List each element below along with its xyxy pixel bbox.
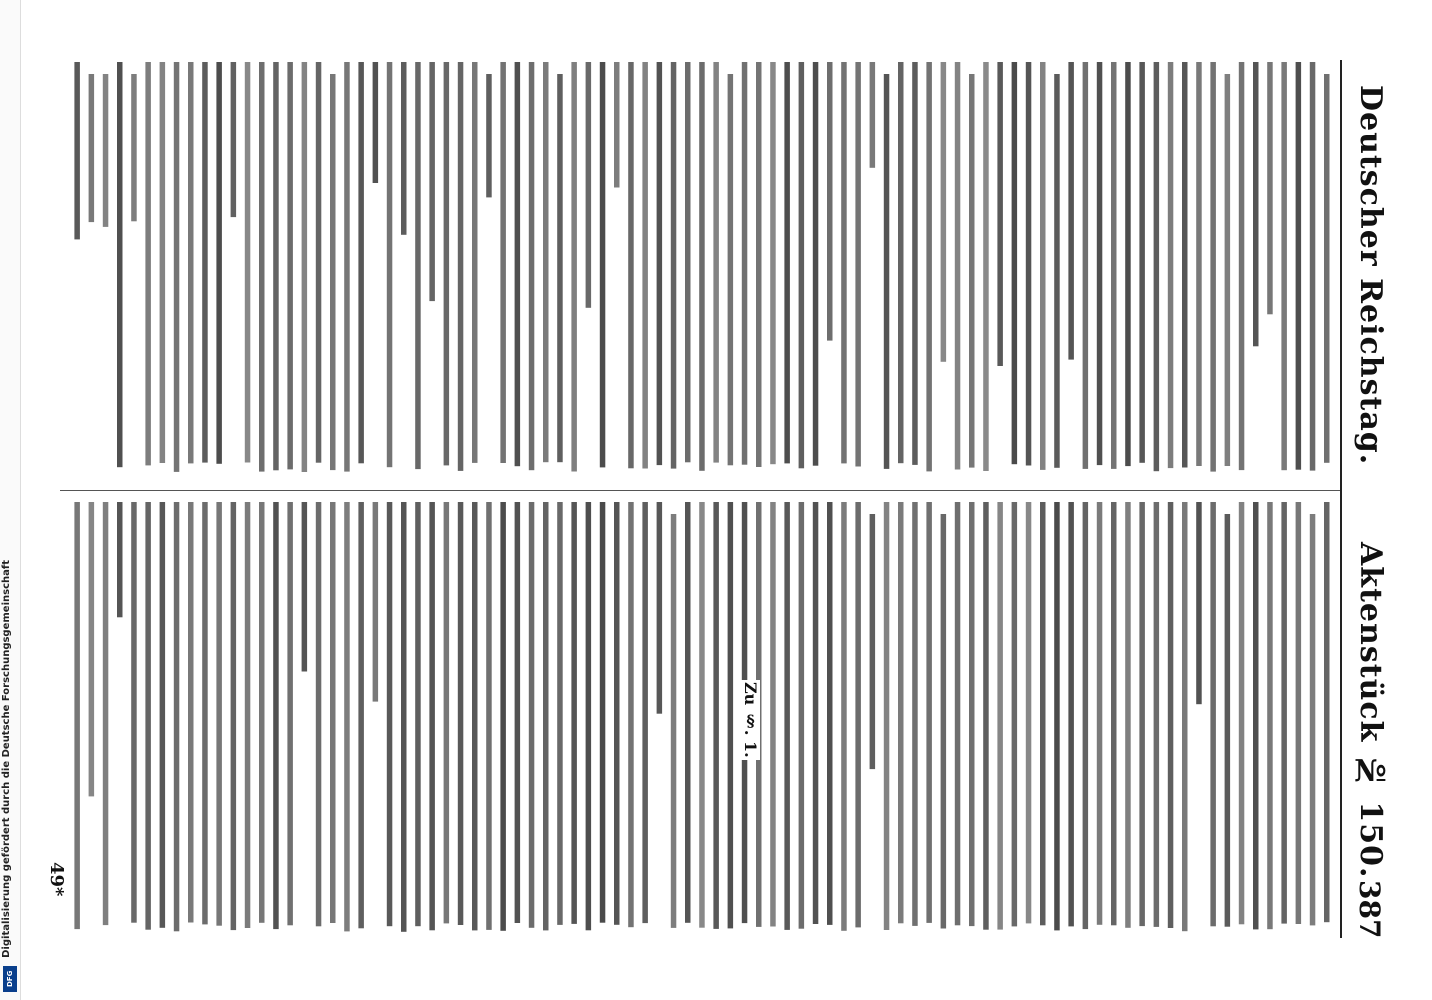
text-line: [614, 62, 620, 188]
text-line: [358, 62, 364, 463]
text-line: [969, 74, 975, 468]
text-line: [1040, 502, 1046, 925]
text-line: [486, 502, 492, 930]
text-line: [302, 502, 308, 672]
text-line: [983, 62, 989, 471]
text-line: [231, 502, 237, 930]
text-line: [571, 62, 577, 472]
text-line: [1253, 62, 1259, 346]
text-line: [685, 502, 691, 923]
digitization-note: Digitalisierung gefördert durch die Deutsche Forschungsgemeinschaft: [1, 560, 12, 958]
text-line: [1097, 62, 1103, 465]
text-line: [330, 74, 336, 470]
text-line: [728, 502, 734, 928]
text-line: [216, 62, 222, 464]
text-line: [642, 502, 648, 923]
text-line: [259, 502, 265, 923]
text-line: [1083, 62, 1089, 469]
text-line: [472, 62, 478, 463]
text-line: [202, 502, 208, 924]
text-line: [1054, 74, 1060, 468]
text-line: [1111, 502, 1117, 925]
text-line: [855, 62, 861, 467]
text-line: [1012, 502, 1018, 926]
text-line: [74, 62, 80, 239]
text-line: [444, 502, 450, 923]
text-line: [543, 502, 549, 930]
text-line: [983, 502, 989, 930]
page-number: 387: [1353, 880, 1386, 939]
text-line: [1154, 502, 1160, 927]
text-line: [955, 62, 961, 470]
text-line: [344, 62, 350, 472]
text-line: [160, 62, 166, 463]
text-line: [373, 502, 379, 702]
section-heading: Zu §. 1.: [741, 682, 760, 758]
text-line: [415, 62, 421, 469]
text-line: [784, 62, 790, 463]
text-line: [898, 62, 904, 463]
text-line: [699, 502, 705, 928]
text-line: [671, 514, 677, 928]
text-line: [557, 502, 563, 925]
text-line: [358, 502, 364, 928]
text-line: [1210, 62, 1216, 472]
column-divider: [60, 490, 1340, 491]
text-column-left: [60, 60, 1340, 480]
text-line: [586, 502, 592, 930]
text-line: [74, 502, 80, 929]
text-line: [1139, 502, 1145, 926]
text-line: [415, 502, 421, 926]
text-line: [1125, 502, 1131, 928]
text-line: [103, 502, 109, 925]
text-line: [884, 74, 890, 469]
signature-mark: 49*: [46, 862, 67, 897]
text-line: [657, 502, 663, 714]
text-line: [926, 502, 932, 923]
text-line: [1296, 502, 1302, 924]
text-line: [969, 502, 975, 926]
text-line: [997, 62, 1003, 366]
text-line: [273, 502, 279, 929]
text-line: [188, 62, 194, 463]
text-line: [1168, 502, 1174, 928]
text-line: [671, 62, 677, 469]
text-line: [1253, 502, 1259, 929]
text-line: [500, 502, 506, 931]
text-line: [1225, 74, 1231, 466]
text-line: [1310, 514, 1316, 925]
text-line: [387, 62, 393, 467]
text-line: [245, 62, 251, 463]
text-line: [160, 502, 166, 928]
text-line: [1111, 62, 1117, 469]
text-line: [1196, 62, 1202, 466]
text-line: [89, 74, 95, 222]
text-line: [330, 502, 336, 923]
text-line: [287, 502, 293, 925]
text-line: [287, 62, 293, 469]
text-line: [756, 62, 762, 467]
running-header-left: Deutscher Reichstag.: [1353, 85, 1388, 466]
text-line: [188, 502, 194, 923]
text-line: [543, 62, 549, 462]
text-line: [145, 62, 151, 465]
text-line: [472, 502, 478, 930]
text-line: [458, 62, 464, 471]
text-line: [131, 502, 137, 923]
text-line: [1210, 502, 1216, 926]
text-line: [614, 502, 620, 925]
text-line: [685, 62, 691, 462]
text-line: [1324, 74, 1330, 463]
text-line: [429, 62, 435, 301]
text-line: [231, 62, 237, 217]
text-line: [1267, 502, 1273, 929]
text-line: [770, 62, 776, 464]
text-line: [316, 502, 322, 926]
text-line: [401, 502, 407, 932]
text-line: [855, 502, 861, 927]
text-line: [1026, 502, 1032, 923]
text-line: [742, 62, 748, 465]
text-line: [202, 62, 208, 463]
text-line: [884, 502, 890, 930]
text-line: [429, 502, 435, 930]
text-line: [1225, 514, 1231, 927]
text-line: [841, 502, 847, 931]
text-line: [713, 502, 719, 929]
text-line: [1168, 62, 1174, 468]
text-line: [827, 62, 833, 341]
text-line: [1239, 62, 1245, 470]
text-line: [259, 62, 265, 472]
text-line: [401, 62, 407, 235]
digitization-footer: [0, 0, 21, 1000]
text-line: [557, 74, 563, 462]
text-line: [117, 62, 123, 467]
text-line: [515, 502, 521, 923]
text-line: [628, 502, 634, 927]
text-line: [1054, 502, 1060, 930]
text-line: [131, 74, 137, 221]
text-line: [1026, 62, 1032, 466]
text-line: [813, 502, 819, 924]
text-line: [1068, 62, 1074, 360]
text-line: [997, 502, 1003, 930]
text-line: [145, 502, 151, 930]
text-line: [955, 502, 961, 925]
text-line: [373, 62, 379, 183]
text-line: [174, 502, 180, 931]
text-line: [1267, 62, 1273, 314]
text-line: [941, 62, 947, 362]
text-line: [813, 62, 819, 466]
text-line: [600, 502, 606, 923]
text-line: [770, 502, 776, 927]
text-line: [699, 62, 705, 471]
text-line: [1125, 62, 1131, 466]
text-line: [1154, 62, 1160, 471]
text-line: [1324, 502, 1330, 922]
text-line: [273, 62, 279, 470]
text-column-right: [60, 500, 1340, 940]
text-line: [444, 62, 450, 465]
header-rule: [1340, 60, 1342, 938]
text-line: [216, 502, 222, 926]
text-line: [870, 514, 876, 769]
text-line: [870, 62, 876, 168]
text-line: [784, 502, 790, 930]
text-line: [1239, 502, 1245, 924]
text-line: [500, 62, 506, 463]
text-line: [1196, 502, 1202, 704]
text-line: [898, 502, 904, 923]
text-line: [174, 62, 180, 472]
text-line: [841, 62, 847, 463]
text-line: [529, 62, 535, 470]
text-line: [344, 502, 350, 931]
text-line: [316, 62, 322, 463]
text-line: [1182, 62, 1188, 468]
text-line: [1182, 502, 1188, 931]
text-line: [713, 62, 719, 463]
text-line: [571, 502, 577, 924]
text-line: [1068, 502, 1074, 926]
text-line: [926, 62, 932, 471]
text-line: [1083, 502, 1089, 929]
text-line: [941, 514, 947, 929]
text-line: [642, 62, 648, 469]
text-line: [1012, 62, 1018, 464]
text-line: [586, 62, 592, 308]
text-line: [245, 502, 251, 928]
text-line: [912, 502, 918, 926]
text-line: [1281, 502, 1287, 924]
text-line: [912, 62, 918, 465]
text-line: [827, 502, 833, 925]
text-line: [799, 502, 805, 929]
text-line: [1097, 502, 1103, 925]
text-line: [529, 502, 535, 928]
text-line: [486, 74, 492, 197]
text-line: [657, 62, 663, 465]
running-header-right: Aktenstück № 150.: [1353, 542, 1388, 879]
text-line: [387, 502, 393, 926]
text-line: [302, 62, 308, 472]
text-line: [1310, 62, 1316, 471]
dfg-logo: DFG: [3, 966, 17, 992]
text-line: [728, 74, 734, 465]
text-line: [799, 62, 805, 468]
text-line: [1139, 62, 1145, 463]
text-line: [600, 62, 606, 467]
text-line: [103, 74, 109, 227]
text-line: [1281, 62, 1287, 470]
text-line: [1296, 62, 1302, 470]
text-line: [458, 502, 464, 925]
text-line: [1040, 62, 1046, 470]
text-line: [628, 62, 634, 468]
text-line: [117, 502, 123, 617]
text-line: [515, 62, 521, 466]
text-line: [89, 502, 95, 796]
